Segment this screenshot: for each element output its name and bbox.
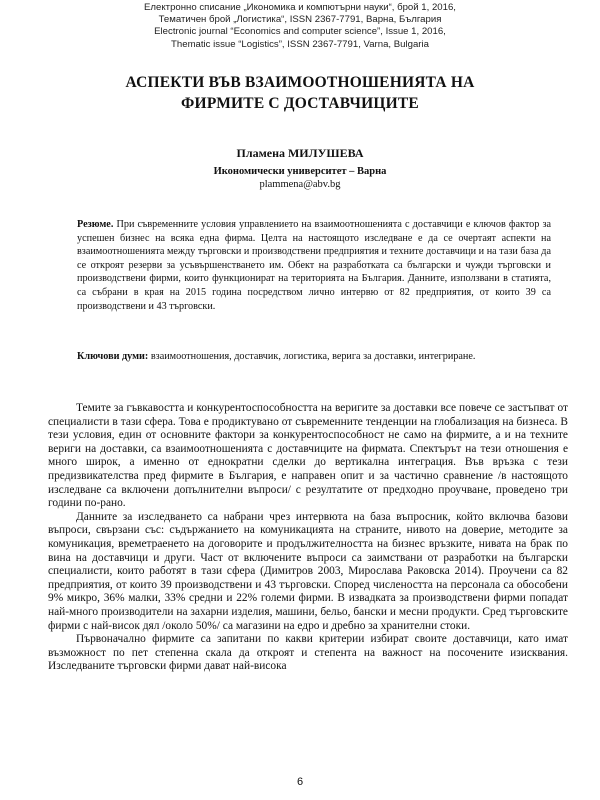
abstract-label: Резюме.: [77, 219, 114, 230]
journal-header-line: Thematic issue “Logistics”, ISSN 2367-7791, Varna, Bulgaria: [171, 38, 429, 50]
paper-title-line-1: АСПЕКТИ ВЪВ ВЗАИМООТНОШЕНИЯТА НА: [125, 74, 475, 91]
author-name: Пламена МИЛУШЕВА: [236, 146, 364, 160]
keywords-text: взаимоотношения, доставчик, логистика, верига за доставки, интегриране.: [150, 351, 476, 362]
author-email: plammena@abv.bg: [259, 179, 341, 190]
author-affiliation: Икономически университет – Варна: [213, 166, 387, 177]
journal-header-line: Електронно списание „Икономика и компютърни науки“, брой 1, 2016,: [144, 2, 456, 13]
journal-header-line: Тематичен брой „Логистика“, ISSN 2367-7791, Варна, България: [158, 14, 442, 26]
keywords: [77, 350, 551, 364]
paper-title: [40, 72, 560, 114]
abstract-text: При съвременните условия управлението на взаимоотношенията с доставчици е ключов фактор за успешен бизнес на всяка една фирма. Целта на настоящото изследване е да се очертаят аспекти на взаимоотношенията между търговски и производствени предприятия и техните доставчици и на тази база да се откроят резерви за усъвършенстването им. Обект на разработката са български и чужди търговски и производствени фирми, които функционират на територията на България. Данните, използвани в статията, са събрани в края на 2015 година посредством лично интервю от 82 предприятия, от които 39 са производствени и 43 търговски.: [77, 219, 551, 312]
abstract: [77, 218, 551, 313]
body-text: [48, 402, 568, 674]
paper-title-line-2: ФИРМИТЕ С ДОСТАВЧИЦИТЕ: [181, 95, 419, 112]
body-paragraph: Данните за изследването са набрани чрез интервюта на база въпросник, който включва базови въпроси, свързани със: съдържанието на комуникацията на страните, нивото на доверие, методите за комуникация, времетраенето на договорите и продължителността на бизнес връзките, нивата на брак по вина на доставчици и други. Част от включените въпроси са заимствани от разработки на български специалисти, които работят в тази сфера (Димитров 2003, Мирослава Раковска 2014). Проучени са 82 предприятия, от които 39 производствени и 43 търговски. Според числеността на персонала са обособени 9% микро, 36% малки, 33% средни и 22% големи фирми. В извадката за производствени фирми попадат най-много производители на захарни изделия, машини, бельо, бански и месни продукти. Сред търговските фирми с най-висок дял /около 50%/ са магазини на едро и дребно за хранителни стоки.: [48, 510, 568, 632]
journal-header: [0, 2, 600, 51]
journal-header-line: Electronic journal “Economics and computer science”, Issue 1, 2016,: [154, 26, 446, 38]
body-paragraph: Първоначално фирмите са запитани по какви критерии избират своите доставчици, като имат възможност по пет степенна скала да откроят и степента на важност на посочените изисквания. Изследваните търговски фирми дават най-висока: [48, 633, 568, 673]
body-paragraph: Темите за гъвкавостта и конкурентоспособността на веригите за доставки все повече се застъпват от специалисти в тази сфера. Това е продиктувано от съвременните тенденции на глобализация на бизнеса. В тези условия, един от основните фактори за конкурентоспособност не само на фирмите, а и на техните вериги на доставки, са взаимоотношенията с доставчиците на фирмата. Спектърът на тези отношения е много широк, а именно от еднократни сделки до вертикална интеграция. Във връзка с тези предизвикателства пред фирмите в България, е направен опит и за частично сравнение /в настоящото изследване са включени допълнителни въпроси/ с резултатите от предходно проучване, проведено три години по-рано.: [48, 402, 568, 510]
keywords-label: Ключови думи:: [77, 351, 149, 362]
page-number: 6: [296, 776, 304, 788]
